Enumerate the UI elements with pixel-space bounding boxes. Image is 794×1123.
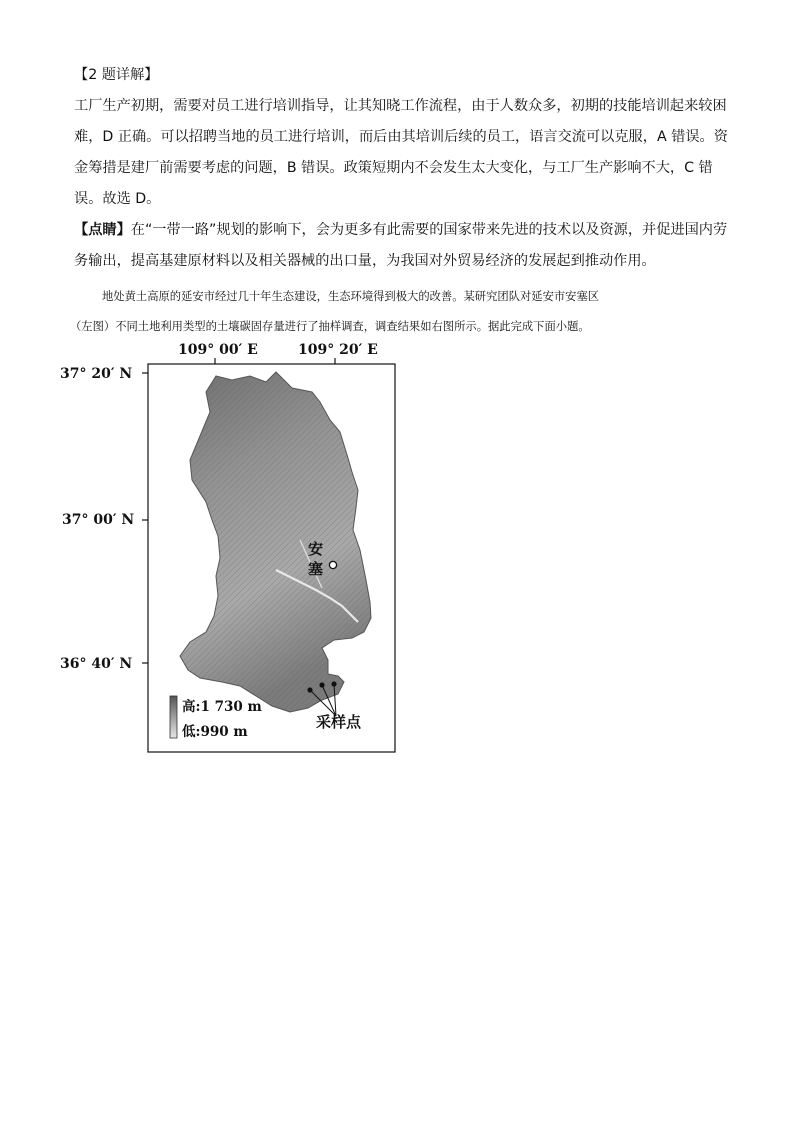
town-label: 安 (308, 540, 324, 558)
lat-label-37-20: 37° 20′ N (60, 366, 133, 382)
answer-section (74, 60, 728, 277)
dianjing-line (74, 215, 728, 246)
explanation-line: 难，D 正确。可以招聘当地的员工进行培训，而后由其培训后续的员工，语言交流可以克服，A 错误。资 (74, 129, 728, 145)
intro-line: （左图）不同土地利用类型的土壤碳固存量进行了抽样调查，调查结果如右图所示。据此完成下面小题。 (70, 320, 590, 333)
dianjing-text: 在“一带一路”规划的影响下，会为更多有此需要的国家带来先进的技术以及资源，并促进国内劳 (130, 222, 728, 238)
legend-low: 低:990 m (182, 724, 248, 740)
lat-label-36-40: 36° 40′ N (60, 656, 133, 672)
explanation-line: 金筹措是建厂前需要考虑的问题，B 错误。政策短期内不会发生太大变化，与工厂生产影响不大，C 错 (74, 160, 713, 176)
map-frame (60, 340, 405, 755)
terrain-map (60, 340, 405, 755)
ansai-town-marker (329, 561, 336, 568)
elevation-legend-bar (170, 696, 177, 738)
intro-line: 地处黄土高原的延安市经过几十年生态建设，生态环境得到极大的改善。某研究团队对延安市安塞区 (102, 290, 600, 303)
question-intro (70, 282, 722, 342)
town-label: 塞 (308, 560, 324, 578)
dianjing-label: 【点睛】 (74, 222, 131, 238)
lat-label-37-00: 37° 00′ N (62, 512, 135, 528)
legend-high: 高:1 730 m (182, 699, 262, 715)
lon-label-109-00: 109° 00′ E (178, 342, 258, 358)
section-heading: 【2 题详解】 (74, 67, 159, 83)
lon-label-109-20: 109° 20′ E (298, 342, 378, 358)
dianjing-line: 务输出，提高基建原材料以及相关器械的出口量，为我国对外贸易经济的发展起到推动作用。 (74, 253, 656, 269)
sample-label: 采样点 (316, 713, 362, 731)
explanation-line: 误。故选 D。 (74, 191, 161, 207)
explanation-line: 工厂生产初期，需要对员工进行培训指导，让其知晓工作流程，由于人数众多，初期的技能培训起来较困 (74, 98, 727, 114)
